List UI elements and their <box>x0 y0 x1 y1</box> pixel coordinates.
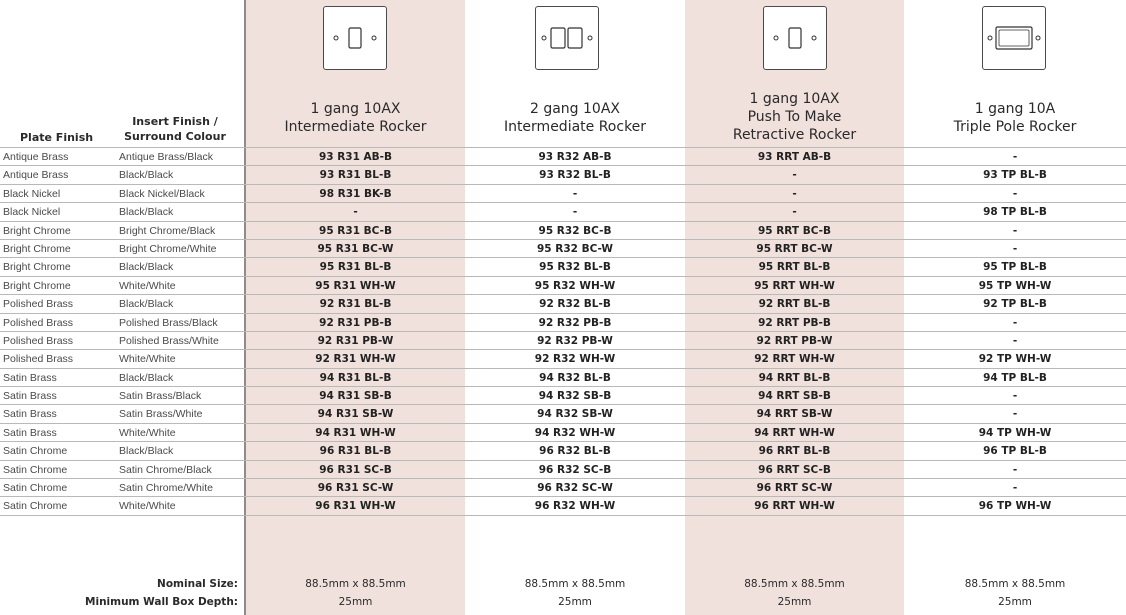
product-code-cell: 98 TP BL-B <box>983 206 1047 219</box>
insert-finish-cell: Black/Black <box>119 206 174 219</box>
insert-finish-cell: Black/Black <box>119 261 174 274</box>
product-code-cell: 93 R31 BL-B <box>319 169 392 182</box>
product-code-cell: - <box>1012 408 1018 421</box>
plate-finish-cell: Satin Brass <box>3 408 57 421</box>
product-code-cell: 94 R31 BL-B <box>319 371 392 384</box>
plate-finish-cell: Bright Chrome <box>3 242 71 255</box>
plate-finish-cell: Satin Chrome <box>3 445 68 458</box>
product-code-cell: 95 R31 BL-B <box>319 261 392 274</box>
insert-finish-header-line1: Insert Finish / <box>132 115 218 128</box>
product-code-cell: 92 R31 WH-W <box>315 353 396 366</box>
insert-finish-cell: Black/Black <box>119 445 174 458</box>
product-code-cell: 94 R32 BL-B <box>539 371 611 384</box>
insert-finish-cell: Black/Black <box>119 169 174 182</box>
table-row <box>0 479 1126 497</box>
product-code-cell: 95 R32 BC-W <box>536 242 614 255</box>
product-code-cell: - <box>1012 334 1018 347</box>
product-header-1 <box>246 100 465 136</box>
product-code-cell: 95 TP WH-W <box>978 279 1052 292</box>
table-top-border <box>0 147 1126 148</box>
product-code-cell: - <box>572 187 578 200</box>
product-code-cell: 95 R32 BL-B <box>539 261 611 274</box>
table-row <box>0 369 1126 387</box>
plate-finish-cell: Black Nickel <box>3 206 61 219</box>
table-row <box>0 240 1126 258</box>
product-code-cell: 92 RRT WH-W <box>754 353 835 366</box>
product-code-cell: 95 R31 BC-B <box>319 224 392 237</box>
nominal-size-label: Nominal Size: <box>157 578 238 590</box>
insert-finish-cell: White/White <box>119 426 176 439</box>
insert-finish-cell: Satin Chrome/White <box>119 482 213 495</box>
product-code-cell: 94 R32 SB-W <box>537 408 613 421</box>
insert-finish-cell: White/White <box>119 353 176 366</box>
table-row <box>0 148 1126 166</box>
product-code-cell: 93 RRT AB-B <box>757 151 832 163</box>
product-code-cell: - <box>1012 224 1018 237</box>
table-row <box>0 350 1126 368</box>
table-row <box>0 222 1126 240</box>
product-code-cell: 92 R32 PB-W <box>537 334 613 347</box>
product-header-2-line1: 2 gang 10AX <box>529 101 620 117</box>
insert-finish-header-line2: Surround Colour <box>124 130 226 143</box>
plate-finish-cell: Antique Brass <box>3 169 69 182</box>
plate-finish-cell: Satin Brass <box>3 426 57 439</box>
product-code-cell: 94 RRT SB-W <box>756 408 833 421</box>
product-header-3-line3: Retractive Rocker <box>732 127 857 143</box>
table-row <box>0 258 1126 276</box>
product-header-4 <box>904 100 1126 136</box>
product-header-4-line1: 1 gang 10A <box>974 101 1056 117</box>
insert-finish-cell: White/White <box>119 279 176 292</box>
plate-finish-header: Plate Finish <box>20 131 94 144</box>
product-code-cell: 94 TP WH-W <box>978 426 1052 439</box>
plate-finish-cell: Bright Chrome <box>3 279 71 292</box>
product-code-cell: 94 R31 WH-W <box>315 426 396 439</box>
insert-finish-cell: Satin Chrome/Black <box>119 463 212 476</box>
product-code-cell: 96 TP BL-B <box>983 445 1047 458</box>
product-table <box>0 148 1126 516</box>
insert-finish-cell: Polished Brass/Black <box>119 316 218 329</box>
insert-finish-cell: Black Nickel/Black <box>119 187 205 200</box>
product-code-cell: - <box>1012 482 1018 495</box>
product-code-cell: 95 RRT WH-W <box>754 279 835 292</box>
row-divider <box>0 515 1126 516</box>
table-row <box>0 461 1126 479</box>
product-code-cell: 94 R31 SB-W <box>317 408 394 421</box>
product-code-cell: - <box>1012 151 1018 163</box>
product-code-cell: 94 TP BL-B <box>983 371 1047 384</box>
product-code-cell: 95 TP BL-B <box>983 261 1047 274</box>
product-header-1-line1: 1 gang 10AX <box>310 101 401 117</box>
plate-finish-cell: Satin Brass <box>3 371 57 384</box>
insert-finish-cell: Polished Brass/White <box>119 334 219 347</box>
product-code-cell: 93 R32 AB-B <box>538 151 612 163</box>
product-header-2 <box>465 100 685 136</box>
table-row <box>0 424 1126 442</box>
table-row <box>0 166 1126 184</box>
wide-rocker-switch-icon <box>982 6 1046 70</box>
product-code-cell: 94 RRT BL-B <box>758 371 831 384</box>
table-row <box>0 332 1126 350</box>
product-code-cell: - <box>1012 187 1018 200</box>
table-row <box>0 203 1126 221</box>
product-code-cell: 96 R31 SC-W <box>317 482 394 495</box>
table-row <box>0 314 1126 332</box>
product-code-cell: 93 TP BL-B <box>983 169 1047 182</box>
insert-finish-cell: Black/Black <box>119 371 174 384</box>
insert-finish-cell: White/White <box>119 500 176 513</box>
plate-finish-cell: Polished Brass <box>3 316 74 329</box>
product-code-cell: - <box>792 187 797 200</box>
product-code-cell: - <box>572 206 578 219</box>
product-code-cell: 95 RRT BC-W <box>756 242 833 255</box>
table-row <box>0 442 1126 460</box>
nominal-size-value: 88.5mm x 88.5mm <box>524 578 626 590</box>
plate-finish-cell: Polished Brass <box>3 353 74 366</box>
table-row <box>0 277 1126 295</box>
product-code-cell: 92 R31 PB-W <box>317 334 394 347</box>
plate-finish-cell: Antique Brass <box>3 151 69 163</box>
insert-finish-cell: Satin Brass/Black <box>119 390 202 403</box>
product-code-cell: 95 R31 WH-W <box>315 279 396 292</box>
product-code-cell: 93 R32 BL-B <box>539 169 611 182</box>
product-header-3 <box>685 90 904 144</box>
wall-box-depth-value: 25mm <box>777 596 812 608</box>
product-code-cell: 94 R32 WH-W <box>534 426 616 439</box>
wall-box-depth-value: 25mm <box>558 596 592 608</box>
product-code-cell: 92 R32 WH-W <box>534 353 616 366</box>
product-code-cell: - <box>1012 316 1018 329</box>
product-code-cell: - <box>353 206 358 219</box>
product-code-cell: 95 RRT BC-B <box>757 224 832 237</box>
nominal-size-value: 88.5mm x 88.5mm <box>305 578 406 590</box>
plate-finish-cell: Bright Chrome <box>3 261 71 274</box>
product-header-3-line2: Push To Make <box>747 109 842 125</box>
product-code-cell: 95 R31 BC-W <box>317 242 394 255</box>
product-code-cell: 94 RRT WH-W <box>754 426 835 439</box>
plate-finish-cell: Satin Chrome <box>3 500 68 513</box>
wall-box-depth-value: 25mm <box>338 596 373 608</box>
nominal-size-value: 88.5mm x 88.5mm <box>744 578 845 590</box>
product-code-cell: - <box>1012 390 1018 403</box>
product-code-cell: - <box>1012 242 1018 255</box>
product-code-cell: 94 R31 SB-B <box>319 390 392 403</box>
product-code-cell: 92 R32 BL-B <box>539 298 611 311</box>
insert-finish-cell: Antique Brass/Black <box>119 151 213 163</box>
product-code-cell: 96 R32 BL-B <box>539 445 611 458</box>
product-code-cell: 96 R31 WH-W <box>315 500 396 513</box>
insert-finish-cell: Satin Brass/White <box>119 408 203 421</box>
product-code-cell: 96 R31 SC-B <box>319 463 392 476</box>
table-row <box>0 497 1126 515</box>
insert-finish-cell: Bright Chrome/Black <box>119 224 216 237</box>
product-code-cell: 95 R32 WH-W <box>534 279 616 292</box>
insert-finish-cell: Bright Chrome/White <box>119 242 217 255</box>
product-code-cell: - <box>1012 463 1018 476</box>
product-code-cell: 92 RRT PB-W <box>756 334 833 347</box>
product-code-cell: 96 R32 SC-B <box>538 463 612 476</box>
plate-finish-cell: Satin Chrome <box>3 463 68 476</box>
wall-box-depth-label: Minimum Wall Box Depth: <box>85 596 238 608</box>
product-code-cell: 92 TP WH-W <box>978 353 1052 366</box>
product-code-cell: 96 R31 BL-B <box>319 445 392 458</box>
product-code-cell: 92 R31 PB-B <box>319 316 392 329</box>
product-code-cell: 92 RRT PB-B <box>758 316 831 329</box>
product-code-cell: 94 RRT SB-B <box>758 390 831 403</box>
plate-finish-cell: Black Nickel <box>3 187 61 200</box>
product-header-4-line2: Triple Pole Rocker <box>953 119 1077 135</box>
product-code-cell: - <box>792 206 797 219</box>
plate-finish-cell: Satin Brass <box>3 390 57 403</box>
product-code-cell: 94 R32 SB-B <box>538 390 612 403</box>
product-header-3-line1: 1 gang 10AX <box>749 91 840 107</box>
single-rocker-switch-icon <box>763 6 827 70</box>
plate-finish-cell: Polished Brass <box>3 334 74 347</box>
product-code-cell: 92 RRT BL-B <box>758 298 831 311</box>
double-rocker-switch-icon <box>535 6 599 70</box>
product-code-cell: 95 RRT BL-B <box>758 261 831 274</box>
insert-finish-header <box>115 114 235 144</box>
table-row <box>0 295 1126 313</box>
product-code-cell: 92 R32 PB-B <box>538 316 612 329</box>
table-row <box>0 405 1126 423</box>
product-header-2-line2: Intermediate Rocker <box>503 119 647 135</box>
product-code-cell: 98 R31 BK-B <box>319 187 392 200</box>
single-rocker-switch-icon <box>323 6 387 70</box>
product-code-cell: 96 RRT BL-B <box>758 445 831 458</box>
product-code-cell: 96 R32 WH-W <box>534 500 616 513</box>
table-row <box>0 387 1126 405</box>
product-header-1-line2: Intermediate Rocker <box>284 119 427 135</box>
table-row <box>0 185 1126 203</box>
product-code-cell: 96 R32 SC-W <box>537 482 613 495</box>
product-code-cell: 96 RRT SC-B <box>758 463 831 476</box>
insert-finish-cell: Black/Black <box>119 298 174 311</box>
product-code-cell: 92 TP BL-B <box>983 298 1047 311</box>
plate-finish-cell: Satin Chrome <box>3 482 68 495</box>
product-code-cell: 93 R31 AB-B <box>318 151 393 163</box>
plate-finish-cell: Bright Chrome <box>3 224 71 237</box>
product-code-cell: 96 RRT SC-W <box>756 482 833 495</box>
product-code-cell: 92 R31 BL-B <box>319 298 392 311</box>
wall-box-depth-value: 25mm <box>998 596 1032 608</box>
product-code-cell: - <box>792 169 797 182</box>
nominal-size-value: 88.5mm x 88.5mm <box>964 578 1066 590</box>
product-code-cell: 96 RRT WH-W <box>754 500 835 513</box>
product-code-cell: 95 R32 BC-B <box>538 224 612 237</box>
product-code-cell: 96 TP WH-W <box>978 500 1052 513</box>
plate-finish-cell: Polished Brass <box>3 298 74 311</box>
